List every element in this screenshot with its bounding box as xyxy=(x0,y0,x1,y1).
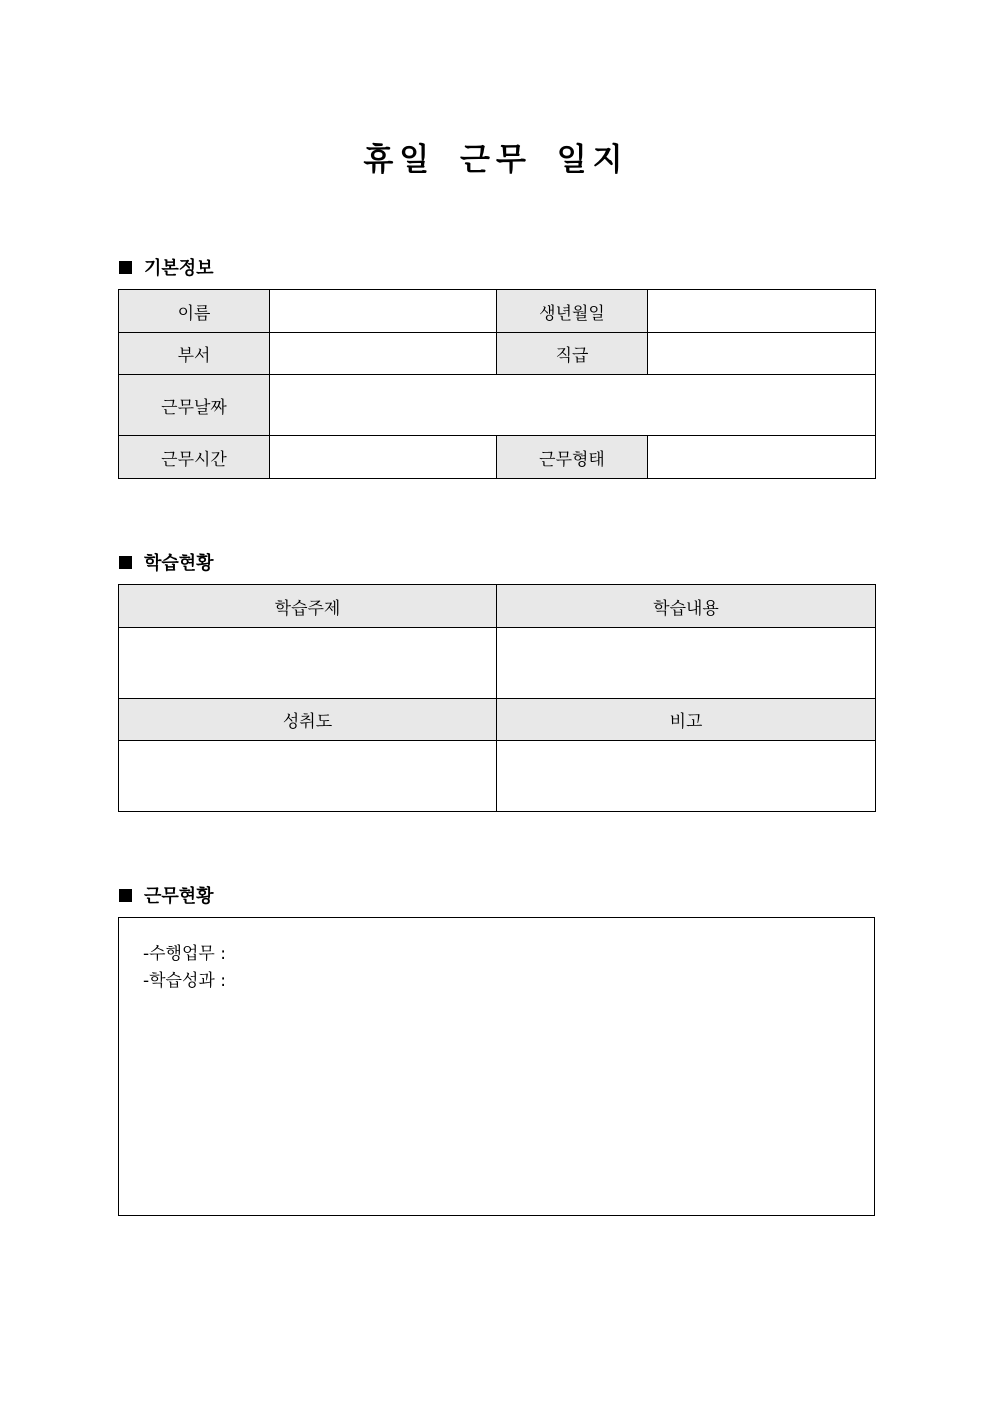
achievement-field[interactable] xyxy=(119,741,497,812)
section-label: 기본정보 xyxy=(144,258,214,279)
rank-label: 직급 xyxy=(497,333,648,375)
study-topic-field[interactable] xyxy=(119,628,497,699)
birth-date-field[interactable] xyxy=(648,290,876,333)
work-type-field[interactable] xyxy=(648,436,876,479)
section-heading-basic-info xyxy=(119,254,214,280)
achievement-label: 성취도 xyxy=(119,699,497,741)
study-content-field[interactable] xyxy=(497,628,876,699)
work-hours-field[interactable] xyxy=(270,436,497,479)
work-hours-label: 근무시간 xyxy=(119,436,270,479)
learning-results-line: -학습성과 : xyxy=(143,971,226,991)
birth-date-label: 생년월일 xyxy=(497,290,648,333)
square-bullet-icon xyxy=(119,261,132,274)
department-label: 부서 xyxy=(119,333,270,375)
rank-field[interactable] xyxy=(648,333,876,375)
tasks-performed-line: -수행업무 : xyxy=(143,944,226,964)
work-date-label: 근무날짜 xyxy=(119,375,270,436)
name-label: 이름 xyxy=(119,290,270,333)
study-status-table xyxy=(118,584,876,812)
work-type-label: 근무형태 xyxy=(497,436,648,479)
basic-info-table xyxy=(118,289,876,479)
study-content-label: 학습내용 xyxy=(497,585,876,628)
study-topic-label: 학습주제 xyxy=(119,585,497,628)
square-bullet-icon xyxy=(119,556,132,569)
square-bullet-icon xyxy=(119,889,132,902)
work-status-box[interactable] xyxy=(118,917,875,1216)
note-field[interactable] xyxy=(497,741,876,812)
work-date-field[interactable] xyxy=(270,375,876,436)
page-title: 휴일 근무 일지 xyxy=(363,142,629,178)
section-label: 학습현황 xyxy=(144,553,214,574)
note-label: 비고 xyxy=(497,699,876,741)
section-heading-study-status xyxy=(119,549,214,575)
section-label: 근무현황 xyxy=(144,886,214,907)
name-field[interactable] xyxy=(270,290,497,333)
department-field[interactable] xyxy=(270,333,497,375)
section-heading-work-status xyxy=(119,882,214,908)
